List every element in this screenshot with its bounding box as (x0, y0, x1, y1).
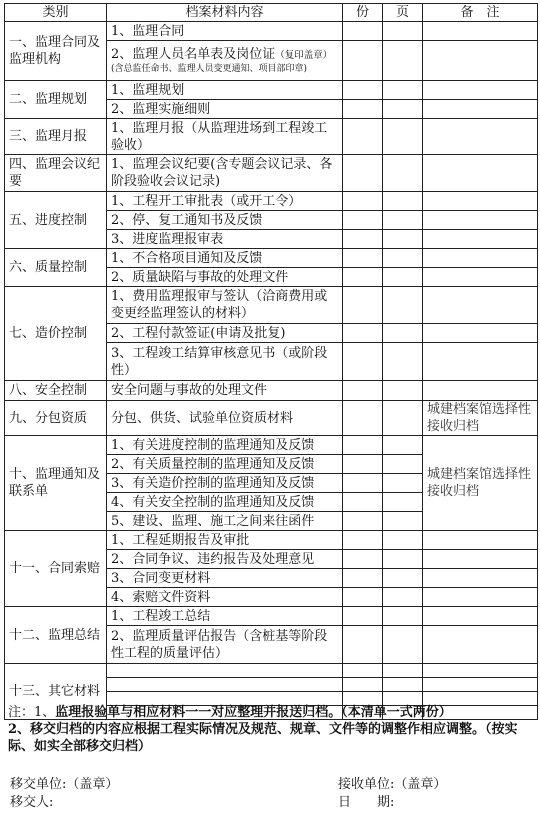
receive-unit: 接收单位:（盖章） (338, 777, 447, 792)
header-copies: 份 (343, 4, 383, 22)
archive-table (4, 3, 538, 720)
item: 4、有关安全控制的监理通知及反馈 (107, 493, 343, 512)
notes (8, 704, 536, 755)
item: 1、监理会议纪要(含专题会议记录、各阶段验收会议记录) (107, 155, 343, 192)
category-quality: 六、质量控制 (5, 249, 107, 287)
header-remarks: 备 注 (423, 4, 538, 22)
category-summary: 十二、监理总结 (5, 607, 107, 664)
item: 分包、供货、试验单位资质材料 (107, 401, 343, 436)
item: 2、有关质量控制的监理通知及反馈 (107, 455, 343, 474)
item: 1、监理合同 (107, 22, 343, 41)
item: 1、监理月报（从监理进场到工程竣工验收） (107, 119, 343, 155)
note-2-cont: 际、如实全部移交归档） (8, 739, 152, 754)
remark-note: 城建档案馆选择性接收归档 (423, 401, 538, 436)
category-notice: 十、监理通知及联系单 (5, 436, 107, 531)
category-monthly: 三、监理月报 (5, 119, 107, 155)
header-pages: 页 (383, 4, 423, 22)
item: 1、有关进度控制的监理通知及反馈 (107, 436, 343, 455)
transfer-unit: 移交单位:（盖章） (10, 777, 119, 792)
category-schedule: 五、进度控制 (5, 192, 107, 249)
category-contract: 一、监理合同及监理机构 (5, 22, 107, 81)
item: 2、质量缺陷与事故的处理文件 (107, 268, 343, 287)
item: 5、建设、监理、施工之间来往函件 (107, 512, 343, 531)
item: 2、监理人员名单表及岗位证（复印盖章） (含总监任命书、监理人员变更通知、项目部印章) (107, 41, 343, 81)
category-plan: 二、监理规划 (5, 81, 107, 119)
item: 1、工程开工审批表（或开工令） (107, 192, 343, 211)
item: 2、停、复工通知书及反馈 (107, 211, 343, 230)
item: 安全问题与事故的处理文件 (107, 381, 343, 401)
category-safety: 八、安全控制 (5, 381, 107, 401)
item: 3、有关造价控制的监理通知及反馈 (107, 474, 343, 493)
category-subcontract: 九、分包资质 (5, 401, 107, 436)
item: 2、监理质量评估报告（含桩基等阶段性工程的质量评估） (107, 626, 343, 664)
item: 1、工程延期报告及审批 (107, 531, 343, 550)
remark-note: 城建档案馆选择性接收归档 (423, 436, 538, 531)
item: 2、合同争议、违约报告及处理意见 (107, 550, 343, 569)
item: 1、费用监理报审与签认（洽商费用或变更经监理签认的材料） (107, 287, 343, 324)
category-other: 十三、其它材料 (5, 664, 107, 720)
item: 3、工程竣工结算审核意见书（或阶段性） (107, 343, 343, 381)
item: 2、监理实施细则 (107, 100, 343, 119)
category-claim: 十一、合同索赔 (5, 531, 107, 607)
category-meeting: 四、监理会议纪要 (5, 155, 107, 192)
item: 3、合同变更材料 (107, 569, 343, 588)
item: 2、工程付款签证(申请及批复) (107, 324, 343, 343)
header-category: 类别 (5, 4, 107, 22)
note-1: 注：1、监理报验单与相应材料一一对应整理并报送归档。（本清单一式两份） (8, 705, 452, 720)
date-field: 日 期: (338, 795, 395, 810)
transfer-person: 移交人: (10, 795, 54, 810)
item: 1、工程竣工总结 (107, 607, 343, 626)
item: 3、进度监理报审表 (107, 230, 343, 249)
item: 1、监理规划 (107, 81, 343, 100)
header-content: 档案材料内容 (107, 4, 343, 22)
category-cost: 七、造价控制 (5, 287, 107, 381)
note-2: 2、移交归档的内容应根据工程实际情况及规范、规章、文件等的调整作相应调整。（按实 (8, 722, 518, 737)
item: 4、索赔文件资料 (107, 588, 343, 607)
item: 1、不合格项目通知及反馈 (107, 249, 343, 268)
